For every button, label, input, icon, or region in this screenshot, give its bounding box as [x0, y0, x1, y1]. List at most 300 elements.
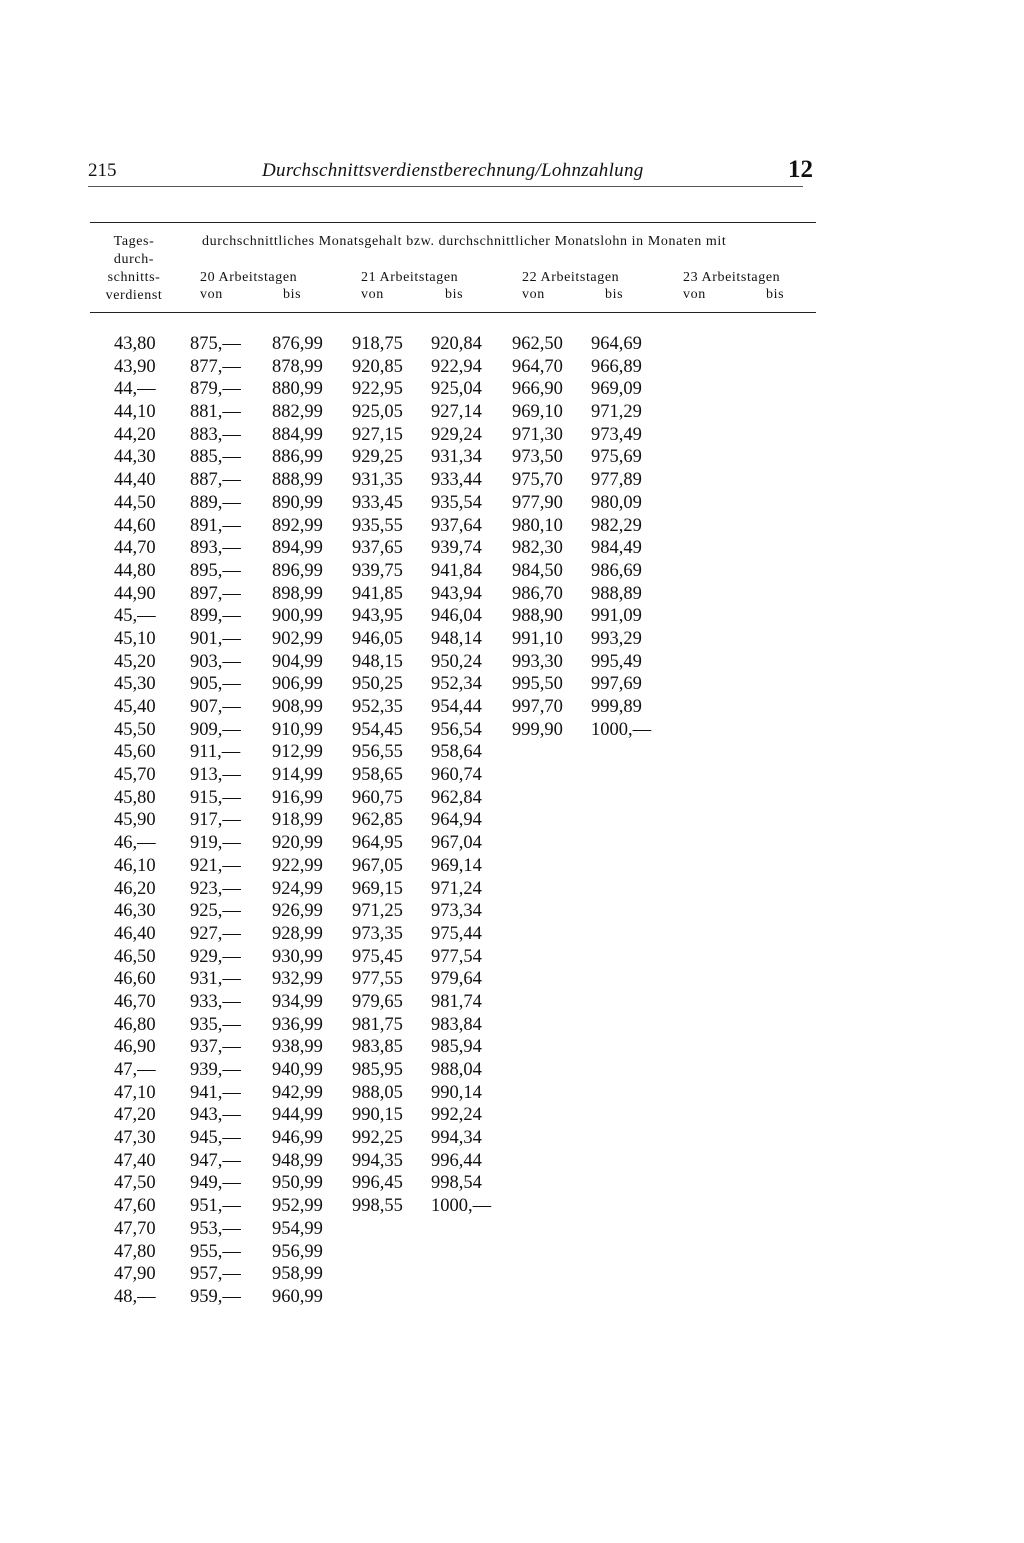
table-row: [0, 833, 1024, 856]
bis-21-cell: 998,54: [431, 1173, 482, 1194]
von-20-cell: 947,—: [190, 1150, 241, 1171]
tagesverdienst-cell: 47,30: [114, 1128, 156, 1149]
table-row: [0, 1128, 1024, 1151]
von-21-cell: 954,45: [352, 719, 403, 740]
von-22-cell: 993,30: [512, 651, 563, 672]
tagesverdienst-cell: 46,50: [114, 946, 156, 967]
table-row: [0, 765, 1024, 788]
table-row: [0, 947, 1024, 970]
bis-21-cell: 973,34: [431, 901, 482, 922]
bis-20-cell: 898,99: [272, 583, 323, 604]
von-20-cell: 881,—: [190, 402, 241, 423]
bis-21-cell: 994,34: [431, 1128, 482, 1149]
table-row: [0, 357, 1024, 380]
von-20-cell: 925,—: [190, 901, 241, 922]
bis-22-cell: 984,49: [591, 538, 642, 559]
von-21-cell: 992,25: [352, 1128, 403, 1149]
bis-21-cell: 956,54: [431, 719, 482, 740]
von-22-cell: 995,50: [512, 674, 563, 695]
table-row: [0, 1196, 1024, 1219]
bis-20-cell: 926,99: [272, 901, 323, 922]
table-header-rule: [90, 312, 816, 313]
von-20-cell: 879,—: [190, 379, 241, 400]
von-20-cell: 905,—: [190, 674, 241, 695]
table-row: [0, 1105, 1024, 1128]
bis-20-cell: 876,99: [272, 334, 323, 354]
table-row: [0, 447, 1024, 470]
tagesverdienst-cell: 47,10: [114, 1082, 156, 1103]
von-21-cell: 960,75: [352, 787, 403, 808]
von-20-cell: 949,—: [190, 1173, 241, 1194]
von-21-cell: 950,25: [352, 674, 403, 695]
von-20-cell: 875,—: [190, 334, 241, 354]
bis-20-cell: 960,99: [272, 1286, 323, 1307]
bis-20-cell: 890,99: [272, 492, 323, 513]
bis-21-cell: 925,04: [431, 379, 482, 400]
tagesverdienst-cell: 46,80: [114, 1014, 156, 1035]
von-20-cell: 889,—: [190, 492, 241, 513]
table-row: [0, 1083, 1024, 1106]
von-21-cell: 990,15: [352, 1105, 403, 1126]
von-20-cell: 953,—: [190, 1218, 241, 1239]
von-21-cell: 918,75: [352, 334, 403, 354]
bis-21-cell: 977,54: [431, 946, 482, 967]
bis-21-cell: 952,34: [431, 674, 482, 695]
von-22-cell: 977,90: [512, 492, 563, 513]
von-21-cell: 996,45: [352, 1173, 403, 1194]
von-21-cell: 962,85: [352, 810, 403, 831]
tagesverdienst-cell: 45,20: [114, 651, 156, 672]
table-row: [0, 584, 1024, 607]
von-20-cell: 939,—: [190, 1060, 241, 1080]
von-20-cell: 893,—: [190, 538, 241, 559]
bis-20-cell: 878,99: [272, 356, 323, 377]
bis-21-cell: 975,44: [431, 923, 482, 944]
table-row: [0, 1242, 1024, 1265]
table-row: [0, 992, 1024, 1015]
table-row: [0, 606, 1024, 629]
tagesverdienst-cell: 43,90: [114, 356, 156, 377]
von-21-cell: 933,45: [352, 492, 403, 513]
von-21-cell: 988,05: [352, 1082, 403, 1103]
bis-20-cell: 958,99: [272, 1264, 323, 1285]
bis-20-cell: 920,99: [272, 833, 323, 854]
von-20-cell: 955,—: [190, 1241, 241, 1262]
von-20-cell: 919,—: [190, 833, 241, 854]
bis-label: bis: [605, 287, 624, 302]
header-rule: [88, 186, 803, 187]
von-22-cell: 971,30: [512, 424, 563, 445]
von-22-cell: 997,70: [512, 697, 563, 717]
bis-21-cell: 996,44: [431, 1150, 482, 1171]
von-20-cell: 915,—: [190, 787, 241, 808]
group-label: 22 Arbeitstagen: [522, 270, 620, 285]
bis-20-cell: 936,99: [272, 1014, 323, 1035]
bis-20-cell: 956,99: [272, 1241, 323, 1262]
bis-21-cell: 971,24: [431, 878, 482, 899]
von-20-cell: 899,—: [190, 606, 241, 627]
von-20-cell: 959,—: [190, 1286, 241, 1307]
bis-22-cell: 975,69: [591, 447, 642, 468]
table-row: [0, 1287, 1024, 1310]
table-row: [0, 879, 1024, 902]
bis-20-cell: 918,99: [272, 810, 323, 831]
page-number: 215: [88, 160, 117, 181]
table-row: [0, 538, 1024, 561]
von-20-cell: 937,—: [190, 1037, 241, 1058]
table-row: [0, 742, 1024, 765]
bis-20-cell: 908,99: [272, 697, 323, 717]
von-21-cell: 927,15: [352, 424, 403, 445]
von-22-cell: 964,70: [512, 356, 563, 377]
von-22-cell: 982,30: [512, 538, 563, 559]
bis-21-cell: 937,64: [431, 515, 482, 536]
bis-21-cell: 990,14: [431, 1082, 482, 1103]
bis-20-cell: 930,99: [272, 946, 323, 967]
von-21-cell: 941,85: [352, 583, 403, 604]
table-row: [0, 1219, 1024, 1242]
von-21-cell: 958,65: [352, 765, 403, 786]
tagesverdienst-cell: 44,—: [114, 379, 156, 400]
von-20-cell: 921,—: [190, 855, 241, 876]
bis-20-cell: 950,99: [272, 1173, 323, 1194]
bis-21-cell: 960,74: [431, 765, 482, 786]
tagesverdienst-cell: 45,70: [114, 765, 156, 786]
bis-21-cell: 946,04: [431, 606, 482, 627]
von-label: von: [200, 287, 223, 302]
von-20-cell: 885,—: [190, 447, 241, 468]
table-row: [0, 493, 1024, 516]
bis-20-cell: 880,99: [272, 379, 323, 400]
bis-21-cell: 943,94: [431, 583, 482, 604]
von-22-cell: 999,90: [512, 719, 563, 740]
bis-22-cell: 991,09: [591, 606, 642, 627]
von-label: von: [683, 287, 706, 302]
von-21-cell: 985,95: [352, 1060, 403, 1080]
von-22-cell: 975,70: [512, 470, 563, 491]
table-row: [0, 720, 1024, 743]
von-20-cell: 935,—: [190, 1014, 241, 1035]
table-row: [0, 674, 1024, 697]
von-21-cell: 998,55: [352, 1196, 403, 1217]
bis-20-cell: 912,99: [272, 742, 323, 763]
table-row: [0, 516, 1024, 539]
tagesverdienst-cell: 46,30: [114, 901, 156, 922]
table-row: [0, 425, 1024, 448]
bis-20-cell: 900,99: [272, 606, 323, 627]
tagesverdienst-cell: 44,50: [114, 492, 156, 513]
von-20-cell: 901,—: [190, 628, 241, 649]
bis-20-cell: 882,99: [272, 402, 323, 423]
von-20-cell: 929,—: [190, 946, 241, 967]
tagesverdienst-cell: 45,60: [114, 742, 156, 763]
bis-20-cell: 886,99: [272, 447, 323, 468]
first-column-header-line: verdienst: [105, 288, 163, 303]
bis-22-cell: 1000,—: [591, 719, 652, 740]
bis-21-cell: 958,64: [431, 742, 482, 763]
bis-21-cell: 954,44: [431, 697, 482, 717]
tagesverdienst-cell: 46,10: [114, 855, 156, 876]
bis-22-cell: 980,09: [591, 492, 642, 513]
tagesverdienst-cell: 45,—: [114, 606, 156, 627]
bis-21-cell: 962,84: [431, 787, 482, 808]
bis-20-cell: 896,99: [272, 560, 323, 581]
von-20-cell: 917,—: [190, 810, 241, 831]
bis-21-cell: 985,94: [431, 1037, 482, 1058]
von-20-cell: 891,—: [190, 515, 241, 536]
tagesverdienst-cell: 48,—: [114, 1286, 156, 1307]
von-20-cell: 911,—: [190, 742, 241, 763]
bis-22-cell: 986,69: [591, 560, 642, 581]
bis-22-cell: 995,49: [591, 651, 642, 672]
von-20-cell: 887,—: [190, 470, 241, 491]
tagesverdienst-cell: 45,40: [114, 697, 156, 717]
von-21-cell: 973,35: [352, 923, 403, 944]
group-label: 23 Arbeitstagen: [683, 270, 781, 285]
bis-22-cell: 969,09: [591, 379, 642, 400]
bis-20-cell: 932,99: [272, 969, 323, 990]
table-row: [0, 652, 1024, 675]
bis-21-cell: 935,54: [431, 492, 482, 513]
table-row: [0, 856, 1024, 879]
group-label: 20 Arbeitstagen: [200, 270, 298, 285]
tagesverdienst-cell: 47,90: [114, 1264, 156, 1285]
von-22-cell: 969,10: [512, 402, 563, 423]
span-header: durchschnittliches Monatsgehalt bzw. durchschnittlicher Monatslohn in Monaten mit: [202, 234, 727, 249]
table-row: [0, 788, 1024, 811]
table-row: [0, 1037, 1024, 1060]
table-row: [0, 334, 1024, 357]
tagesverdienst-cell: 47,70: [114, 1218, 156, 1239]
bis-21-cell: 1000,—: [431, 1196, 492, 1217]
tagesverdienst-cell: 44,70: [114, 538, 156, 559]
first-column-header-line: Tages-: [113, 234, 155, 249]
bis-21-cell: 988,04: [431, 1060, 482, 1080]
bis-20-cell: 894,99: [272, 538, 323, 559]
table-row: [0, 901, 1024, 924]
table-row: [0, 1173, 1024, 1196]
bis-21-cell: 920,84: [431, 334, 482, 354]
tagesverdienst-cell: 47,20: [114, 1105, 156, 1126]
bis-20-cell: 902,99: [272, 628, 323, 649]
von-20-cell: 927,—: [190, 923, 241, 944]
tagesverdienst-cell: 46,—: [114, 833, 156, 854]
von-20-cell: 907,—: [190, 697, 241, 717]
von-21-cell: 929,25: [352, 447, 403, 468]
bis-21-cell: 983,84: [431, 1014, 482, 1035]
von-21-cell: 922,95: [352, 379, 403, 400]
von-label: von: [522, 287, 545, 302]
tagesverdienst-cell: 46,70: [114, 991, 156, 1012]
von-21-cell: 943,95: [352, 606, 403, 627]
tagesverdienst-cell: 47,50: [114, 1173, 156, 1194]
von-21-cell: 948,15: [352, 651, 403, 672]
bis-21-cell: 967,04: [431, 833, 482, 854]
bis-20-cell: 934,99: [272, 991, 323, 1012]
bis-22-cell: 973,49: [591, 424, 642, 445]
bis-22-cell: 999,89: [591, 697, 642, 717]
table-row: [0, 697, 1024, 720]
von-21-cell: 925,05: [352, 402, 403, 423]
table-row: [0, 561, 1024, 584]
bis-21-cell: 948,14: [431, 628, 482, 649]
von-21-cell: 931,35: [352, 470, 403, 491]
von-22-cell: 966,90: [512, 379, 563, 400]
bis-21-cell: 927,14: [431, 402, 482, 423]
bis-20-cell: 906,99: [272, 674, 323, 695]
bis-label: bis: [766, 287, 785, 302]
bis-22-cell: 977,89: [591, 470, 642, 491]
tagesverdienst-cell: 45,30: [114, 674, 156, 695]
von-21-cell: 946,05: [352, 628, 403, 649]
tagesverdienst-cell: 47,40: [114, 1150, 156, 1171]
table-row: [0, 1151, 1024, 1174]
von-20-cell: 945,—: [190, 1128, 241, 1149]
tagesverdienst-cell: 44,60: [114, 515, 156, 536]
von-22-cell: 991,10: [512, 628, 563, 649]
von-20-cell: 883,—: [190, 424, 241, 445]
bis-21-cell: 969,14: [431, 855, 482, 876]
von-21-cell: 975,45: [352, 946, 403, 967]
von-21-cell: 994,35: [352, 1150, 403, 1171]
bis-20-cell: 952,99: [272, 1196, 323, 1217]
von-21-cell: 956,55: [352, 742, 403, 763]
table-row: [0, 969, 1024, 992]
von-21-cell: 952,35: [352, 697, 403, 717]
bis-22-cell: 966,89: [591, 356, 642, 377]
von-21-cell: 939,75: [352, 560, 403, 581]
von-20-cell: 895,—: [190, 560, 241, 581]
von-21-cell: 920,85: [352, 356, 403, 377]
bis-20-cell: 914,99: [272, 765, 323, 786]
von-22-cell: 973,50: [512, 447, 563, 468]
tagesverdienst-cell: 45,10: [114, 628, 156, 649]
tagesverdienst-cell: 47,60: [114, 1196, 156, 1217]
bis-22-cell: 993,29: [591, 628, 642, 649]
von-20-cell: 931,—: [190, 969, 241, 990]
von-20-cell: 903,—: [190, 651, 241, 672]
bis-21-cell: 922,94: [431, 356, 482, 377]
von-20-cell: 923,—: [190, 878, 241, 899]
table-body: [0, 334, 1024, 1310]
table-row: [0, 1015, 1024, 1038]
von-21-cell: 937,65: [352, 538, 403, 559]
bis-20-cell: 904,99: [272, 651, 323, 672]
von-20-cell: 957,—: [190, 1264, 241, 1285]
bis-20-cell: 916,99: [272, 787, 323, 808]
bis-20-cell: 938,99: [272, 1037, 323, 1058]
von-21-cell: 977,55: [352, 969, 403, 990]
von-20-cell: 897,—: [190, 583, 241, 604]
von-20-cell: 941,—: [190, 1082, 241, 1103]
bis-22-cell: 964,69: [591, 334, 642, 354]
running-title: Durchschnittsverdienstberechnung/Lohnzahlung: [262, 160, 644, 181]
first-column-header-line: durch-: [113, 252, 155, 267]
bis-20-cell: 942,99: [272, 1082, 323, 1103]
von-21-cell: 983,85: [352, 1037, 403, 1058]
bis-20-cell: 922,99: [272, 855, 323, 876]
tagesverdienst-cell: 47,80: [114, 1241, 156, 1262]
table-row: [0, 379, 1024, 402]
table-row: [0, 924, 1024, 947]
von-20-cell: 933,—: [190, 991, 241, 1012]
bis-20-cell: 884,99: [272, 424, 323, 445]
von-label: von: [361, 287, 384, 302]
von-20-cell: 877,—: [190, 356, 241, 377]
tagesverdienst-cell: 46,90: [114, 1037, 156, 1058]
tagesverdienst-cell: 45,80: [114, 787, 156, 808]
bis-20-cell: 892,99: [272, 515, 323, 536]
bis-21-cell: 964,94: [431, 810, 482, 831]
tagesverdienst-cell: 45,50: [114, 719, 156, 740]
von-22-cell: 980,10: [512, 515, 563, 536]
bis-20-cell: 954,99: [272, 1218, 323, 1239]
von-21-cell: 971,25: [352, 901, 403, 922]
bis-20-cell: 928,99: [272, 923, 323, 944]
von-21-cell: 979,65: [352, 991, 403, 1012]
bis-label: bis: [283, 287, 302, 302]
tagesverdienst-cell: 46,20: [114, 878, 156, 899]
bis-20-cell: 924,99: [272, 878, 323, 899]
first-column-header-line: schnitts-: [107, 270, 161, 285]
von-21-cell: 967,05: [352, 855, 403, 876]
von-22-cell: 984,50: [512, 560, 563, 581]
bis-20-cell: 910,99: [272, 719, 323, 740]
von-22-cell: 986,70: [512, 583, 563, 604]
von-20-cell: 951,—: [190, 1196, 241, 1217]
tagesverdienst-cell: 44,40: [114, 470, 156, 491]
von-22-cell: 962,50: [512, 334, 563, 354]
bis-20-cell: 948,99: [272, 1150, 323, 1171]
bis-21-cell: 939,74: [431, 538, 482, 559]
von-21-cell: 981,75: [352, 1014, 403, 1035]
bis-20-cell: 888,99: [272, 470, 323, 491]
tagesverdienst-cell: 44,80: [114, 560, 156, 581]
bis-21-cell: 933,44: [431, 470, 482, 491]
bis-21-cell: 931,34: [431, 447, 482, 468]
bis-22-cell: 988,89: [591, 583, 642, 604]
table-row: [0, 402, 1024, 425]
chapter-number: 12: [788, 156, 813, 183]
bis-21-cell: 929,24: [431, 424, 482, 445]
tagesverdienst-cell: 47,—: [114, 1060, 156, 1080]
table-row: [0, 1060, 1024, 1083]
table-top-rule: [90, 222, 816, 223]
table-row: [0, 629, 1024, 652]
tagesverdienst-cell: 45,90: [114, 810, 156, 831]
table-row: [0, 810, 1024, 833]
tagesverdienst-cell: 43,80: [114, 334, 156, 354]
von-20-cell: 943,—: [190, 1105, 241, 1126]
bis-label: bis: [445, 287, 464, 302]
tagesverdienst-cell: 46,40: [114, 923, 156, 944]
bis-21-cell: 950,24: [431, 651, 482, 672]
bis-22-cell: 971,29: [591, 402, 642, 423]
tagesverdienst-cell: 46,60: [114, 969, 156, 990]
von-20-cell: 913,—: [190, 765, 241, 786]
bis-22-cell: 982,29: [591, 515, 642, 536]
bis-22-cell: 997,69: [591, 674, 642, 695]
von-20-cell: 909,—: [190, 719, 241, 740]
bis-21-cell: 979,64: [431, 969, 482, 990]
tagesverdienst-cell: 44,90: [114, 583, 156, 604]
group-label: 21 Arbeitstagen: [361, 270, 459, 285]
bis-20-cell: 940,99: [272, 1060, 323, 1080]
bis-21-cell: 941,84: [431, 560, 482, 581]
von-21-cell: 969,15: [352, 878, 403, 899]
bis-20-cell: 944,99: [272, 1105, 323, 1126]
von-22-cell: 988,90: [512, 606, 563, 627]
